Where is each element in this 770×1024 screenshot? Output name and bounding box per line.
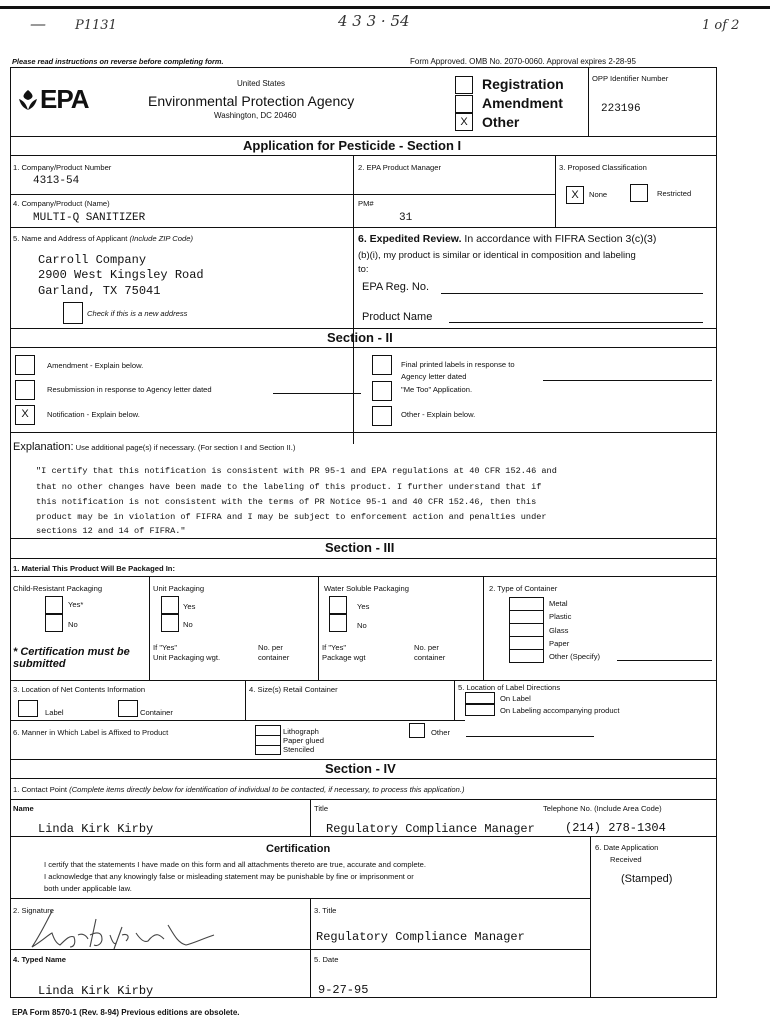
product-name-label: 4. Company/Product (Name) <box>13 199 110 208</box>
unit-container: container <box>258 653 290 662</box>
unit-yes-checkbox[interactable] <box>161 596 179 614</box>
unit-yes-label: Yes <box>183 602 196 611</box>
new-address-label: Check if this is a new address <box>87 309 188 318</box>
certification-title: Certification <box>266 843 331 855</box>
company-number-value: 4313-54 <box>33 175 80 187</box>
other-explain-checkbox[interactable] <box>372 406 392 426</box>
amendment-explain-checkbox[interactable] <box>15 355 35 375</box>
contact-point-label: 1. Contact Point (Complete items directly below for identification of individual to be contacted, if necessary, to process this application.) <box>13 785 465 794</box>
epa-reg-no-line[interactable] <box>441 293 703 294</box>
explanation-line1: "I certify that this notification is consistent with PR 95-1 and EPA regulations at 40 CFR 152.46 and <box>36 466 557 476</box>
container-metal: Metal <box>549 599 568 608</box>
net-container-checkbox[interactable] <box>118 700 138 717</box>
child-no-checkbox[interactable] <box>45 614 63 632</box>
water-soluble-label: Water Soluble Packaging <box>324 584 409 593</box>
water-no-label: No <box>357 621 367 630</box>
contact-name-label: Name <box>13 804 34 813</box>
child-yes-checkbox[interactable] <box>45 596 63 614</box>
child-yes-label: Yes* <box>68 600 84 609</box>
signature-label: 2. Signature <box>13 906 54 915</box>
affix-method-boxes[interactable] <box>255 725 281 755</box>
explanation-label: Explanation: Use additional page(s) if necessary. (For section I and Section II.) <box>13 441 296 453</box>
affix-other-label: Other <box>431 728 450 737</box>
section-2-title: Section - II <box>327 330 393 345</box>
amendment-checkbox[interactable] <box>455 95 473 113</box>
certification-line2: I acknowledge that any knowingly false or misleading statement may be punishable by fine or imprisonment or <box>44 872 414 881</box>
amendment-explain-label: Amendment - Explain below. <box>47 361 144 370</box>
classification-none-checkbox[interactable]: X <box>566 186 584 204</box>
water-container: container <box>414 653 446 662</box>
container-paper: Paper <box>549 639 570 648</box>
water-no-checkbox[interactable] <box>329 614 347 632</box>
classification-none-label: None <box>589 190 608 199</box>
other-checkbox[interactable]: X <box>455 113 473 131</box>
handwritten-signature <box>18 905 218 955</box>
net-container-label: Container <box>140 708 173 717</box>
resubmission-label: Resubmission in response to Agency letter dated <box>47 385 212 394</box>
retail-size-label: 4. Size(s) Retail Container <box>249 685 338 694</box>
opp-identifier-value: 223196 <box>601 103 641 115</box>
label-directions-label: 5. Location of Label Directions <box>458 683 561 692</box>
typed-name-label: 4. Typed Name <box>13 955 67 964</box>
registration-label: Registration <box>482 76 564 92</box>
container-plastic: Plastic <box>549 612 572 621</box>
other-explain-label: Other - Explain below. <box>401 410 476 419</box>
handwritten-note-right: 1 of 2 <box>702 18 740 33</box>
phone-value: (214) 278-1304 <box>565 821 666 835</box>
classification-restricted-label: Restricted <box>657 189 692 198</box>
container-type-label: 2. Type of Container <box>489 584 558 593</box>
on-label-label: On Label <box>500 694 531 703</box>
contact-title-value: Regulatory Compliance Manager <box>326 822 535 836</box>
product-name-value: MULTI-Q SANITIZER <box>33 212 146 224</box>
date-received-label: 6. Date Application <box>595 843 659 852</box>
contact-name-value: Linda Kirk Kirby <box>38 822 154 836</box>
instructions-text: Please read instructions on reverse before completing form. <box>12 57 224 66</box>
registration-checkbox[interactable] <box>455 76 473 94</box>
explanation-line5: sections 12 and 14 of FIFRA." <box>36 526 186 536</box>
product-name-ref-label: Product Name <box>362 311 433 323</box>
affix-paper-glued: Paper glued <box>283 736 324 745</box>
other-label: Other <box>482 114 520 130</box>
certification-line3: both under applicable law. <box>44 884 132 893</box>
typed-name-value: Linda Kirk Kirby <box>38 984 154 998</box>
container-glass: Glass <box>549 626 569 635</box>
applicant-address-label: 5. Name and Address of Applicant (Include ZIP Code) <box>13 234 193 243</box>
certification-note: * Certification must be submitted <box>13 646 130 670</box>
me-too-label: "Me Too" Application. <box>401 385 473 394</box>
date-label: 5. Date <box>314 955 339 964</box>
amendment-label: Amendment <box>482 95 563 111</box>
applicant-address-line1: Carroll Company <box>38 253 147 267</box>
expedited-review-line3: to: <box>358 264 369 275</box>
affix-other-checkbox[interactable] <box>409 723 425 738</box>
notification-label: Notification - Explain below. <box>47 410 140 419</box>
child-resistant-label: Child-Resistant Packaging <box>13 584 103 593</box>
me-too-checkbox[interactable] <box>372 381 392 401</box>
on-label-checkbox[interactable] <box>465 692 495 704</box>
notification-checkbox[interactable]: X <box>15 405 35 425</box>
net-label-checkbox[interactable] <box>18 700 38 717</box>
epa-logo: EPA <box>18 84 89 115</box>
expedited-review-text: 6. Expedited Review. In accordance with FIFRA Section 3(c)(3) <box>358 233 657 245</box>
explanation-line3: this notification is not consistent with the terms of PR Notice 95-1 and 40 CFR 152.46, then this <box>36 497 537 507</box>
affix-litho: Lithograph <box>283 727 319 736</box>
applicant-address-line2: 2900 West Kingsley Road <box>38 268 204 282</box>
final-labels-agency-label: Agency letter dated <box>401 372 467 381</box>
agency-name: Environmental Protection Agency <box>148 93 355 109</box>
new-address-checkbox[interactable] <box>63 302 83 324</box>
classification-label: 3. Proposed Classification <box>559 163 647 172</box>
product-manager-label: 2. EPA Product Manager <box>358 163 442 172</box>
epa-reg-no-label: EPA Reg. No. <box>362 281 430 293</box>
net-contents-label: 3. Location of Net Contents Information <box>13 685 146 694</box>
applicant-address-line3: Garland, TX 75041 <box>38 284 161 298</box>
child-no-label: No <box>68 620 78 629</box>
opp-identifier-label: OPP Identifier Number <box>592 74 669 83</box>
certification-line1: I certify that the statements I have made on this form and all attachments thereto are true, accurate and complete. <box>44 860 426 869</box>
explanation-line2: that no other changes have been made to the labeling of this product. I further understand that if <box>36 482 542 492</box>
explanation-line4: product may be in violation of FIFRA and I may be subject to enforcement action and penalties under <box>36 512 547 522</box>
label-affixed-label: 6. Manner in Which Label is Affixed to Product <box>13 728 169 737</box>
pm-number-label: PM# <box>358 199 374 208</box>
stamped-label: (Stamped) <box>621 873 673 885</box>
on-labeling-checkbox[interactable] <box>465 704 495 716</box>
container-type-boxes[interactable] <box>509 597 544 663</box>
final-labels-label: Final printed labels in response to <box>401 360 515 369</box>
unit-packaging-label: Unit Packaging <box>153 584 205 593</box>
title2-label: 3. Title <box>314 906 337 915</box>
water-no-per: No. per <box>414 643 439 652</box>
agency-city: Washington, DC 20460 <box>214 111 297 120</box>
section-3-title: Section - III <box>325 540 395 555</box>
form-approved-text: Form Approved. OMB No. 2070-0060. Approval expires 2-28-95 <box>410 57 636 66</box>
unit-no-checkbox[interactable] <box>161 614 179 632</box>
water-if-yes-2: Package wgt <box>322 653 366 662</box>
unit-if-yes-2: Unit Packaging wgt. <box>153 653 221 662</box>
epa-flower-icon <box>18 89 38 111</box>
agency-top: United States <box>237 79 286 88</box>
net-label-label: Label <box>45 708 64 717</box>
title2-value: Regulatory Compliance Manager <box>316 930 525 944</box>
unit-if-yes-1: If "Yes" <box>153 643 178 652</box>
company-number-label: 1. Company/Product Number <box>13 163 112 172</box>
pm-number-value: 31 <box>399 212 413 224</box>
water-yes-checkbox[interactable] <box>329 596 347 614</box>
water-yes-label: Yes <box>357 602 370 611</box>
unit-no-per: No. per <box>258 643 283 652</box>
handwritten-note-mid: 4 3 3 · 54 <box>338 12 410 30</box>
date-value: 9-27-95 <box>318 983 369 997</box>
form-footer: EPA Form 8570-1 (Rev. 8-94) Previous editions are obsolete. <box>12 1008 240 1017</box>
affix-stenciled: Stenciled <box>283 745 315 754</box>
contact-title-label: Title <box>314 804 329 813</box>
product-name-ref-line[interactable] <box>449 322 703 323</box>
classification-restricted-checkbox[interactable] <box>630 184 648 202</box>
date-received-label-2: Received <box>610 855 642 864</box>
handwritten-note-left: P1131 <box>75 18 117 33</box>
on-labeling-label: On Labeling accompanying product <box>500 706 620 715</box>
final-labels-checkbox[interactable] <box>372 355 392 375</box>
expedited-review-line2: (b)(i), my product is similar or identical in composition and labeling <box>358 250 636 261</box>
section-1-title: Application for Pesticide - Section I <box>243 138 462 153</box>
material-label: 1. Material This Product Will Be Packaged In: <box>13 564 175 573</box>
container-other: Other (Specify) <box>549 652 601 661</box>
resubmission-checkbox[interactable] <box>15 380 35 400</box>
unit-no-label: No <box>183 620 193 629</box>
phone-label: Telephone No. (Include Area Code) <box>543 804 662 813</box>
water-if-yes-1: If "Yes" <box>322 643 347 652</box>
section-4-title: Section - IV <box>325 761 396 776</box>
